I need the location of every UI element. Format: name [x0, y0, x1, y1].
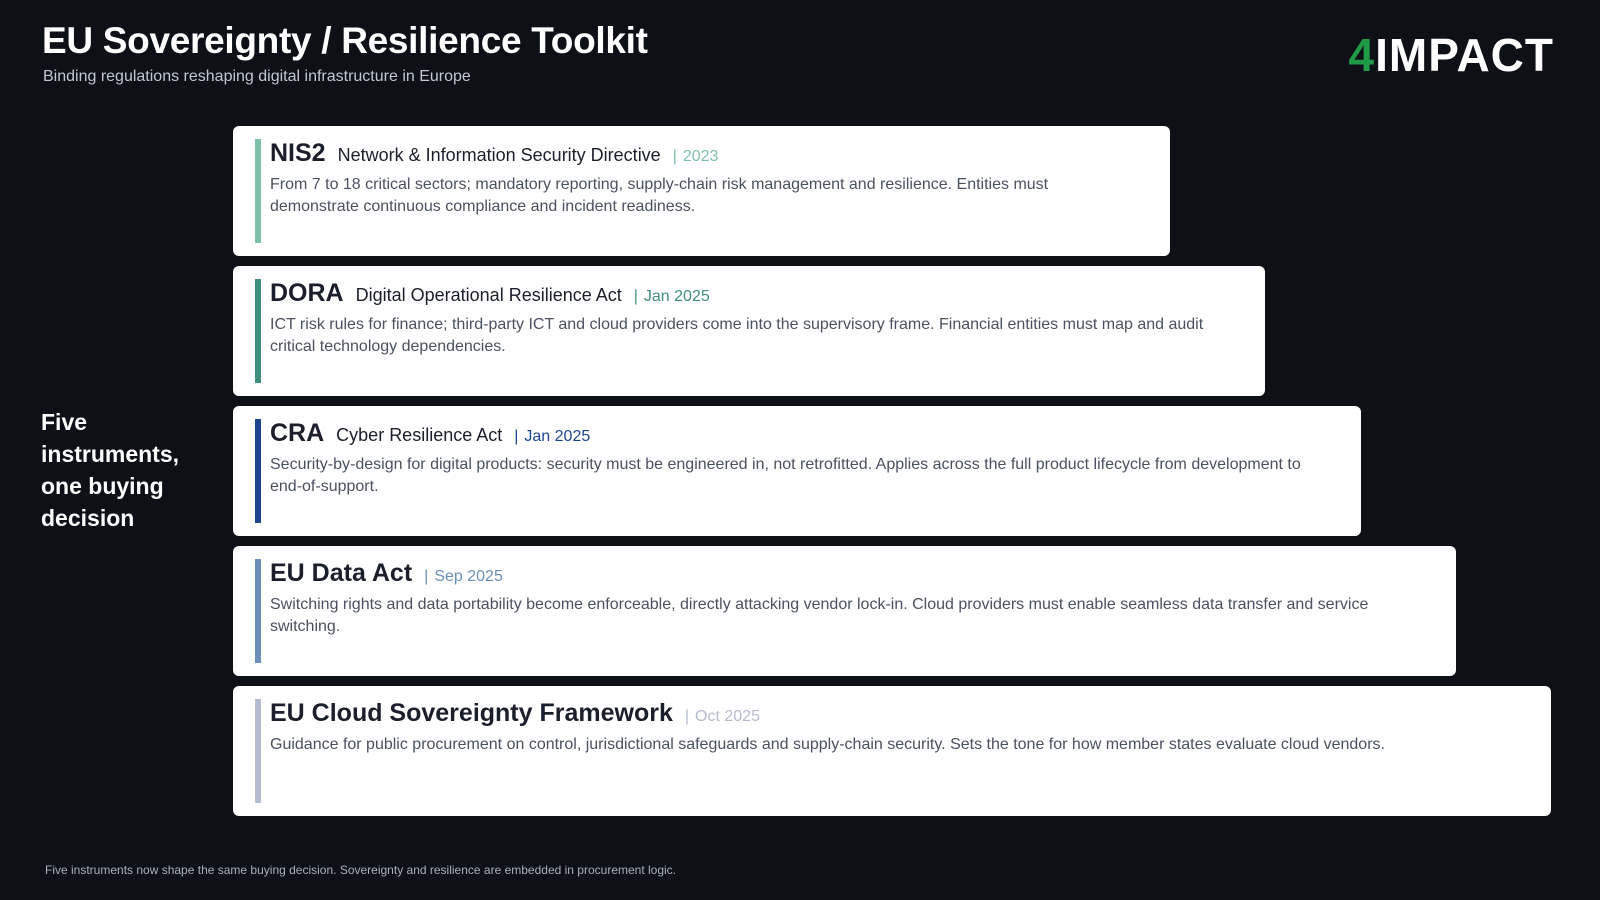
date-separator: | — [684, 708, 690, 725]
card-dora — [233, 266, 1265, 396]
date-separator: | — [672, 148, 677, 165]
card-full-name: Cyber Resilience Act — [336, 425, 503, 445]
card-full-name: Digital Operational Resilience Act — [355, 285, 622, 305]
card-head — [270, 279, 1245, 308]
card-description: From 7 to 18 critical sectors; mandatory reporting, supply-chain risk management and resilience. Entities must demonstrate continuous compliance and incident readiness. — [270, 176, 1049, 215]
date-separator: | — [514, 428, 519, 445]
card-accent-bar — [255, 699, 261, 803]
card-abbr: CRA — [270, 419, 325, 447]
card-date-value: Oct 2025 — [695, 708, 760, 725]
page-subtitle: Binding regulations reshaping digital infrastructure in Europe — [43, 68, 471, 85]
page-title: EU Sovereignty / Resilience Toolkit — [42, 20, 648, 61]
card-abbr: NIS2 — [270, 139, 326, 167]
side-label: Five instruments, one buying decision — [41, 409, 180, 531]
card-cra — [233, 406, 1361, 536]
card-abbr: DORA — [270, 279, 344, 307]
card-accent-bar — [255, 279, 261, 383]
card-description: Security-by-design for digital products: security must be engineered in, not retrofitted. Applies across the full product lifecycle from development to end-of-support. — [270, 456, 1301, 495]
footer-note: Five instruments now shape the same buying decision. Sovereignty and resilience are embedded in procurement logic. — [45, 863, 677, 877]
card-date — [424, 568, 503, 586]
card-accent-bar — [255, 419, 261, 523]
card-full-name: Network & Information Security Directive — [337, 145, 661, 165]
card-head — [270, 139, 1150, 168]
card-head — [270, 419, 1341, 448]
card-date — [634, 288, 710, 306]
card-head — [270, 559, 1436, 588]
card-date — [673, 148, 719, 166]
card-date — [514, 428, 590, 446]
card-description: Switching rights and data portability become enforceable, directly attacking vendor lock-in. Cloud providers must enable seamless data transfer and service switching. — [270, 596, 1369, 635]
card-date-value: Jan 2025 — [643, 288, 710, 305]
logo-word: IMPACT — [1375, 29, 1554, 81]
date-separator: | — [424, 568, 429, 585]
card-description: Guidance for public procurement on control, jurisdictional safeguards and supply-chain security. Sets the tone for how member states evaluate cloud vendors. — [270, 736, 1385, 753]
card-date-value: 2023 — [682, 148, 719, 165]
card-accent-bar — [255, 559, 261, 663]
card-abbr: EU Cloud Sovereignty Framework — [270, 699, 673, 727]
date-separator: | — [633, 288, 638, 305]
logo — [1348, 29, 1555, 81]
card-date-value: Jan 2025 — [524, 428, 591, 445]
card-date-value: Sep 2025 — [434, 568, 503, 585]
card-accent-bar — [255, 139, 261, 243]
card-nis2 — [233, 126, 1170, 256]
card-head — [270, 699, 1531, 728]
card-eu-cloud-sovereignty-framework — [233, 686, 1551, 816]
card-eu-data-act — [233, 546, 1456, 676]
card-abbr: EU Data Act — [270, 559, 413, 587]
card-date — [685, 708, 760, 726]
card-description: ICT risk rules for finance; third-party ICT and cloud providers come into the supervisory frame. Financial entities must map and audit critical technology dependencies. — [270, 316, 1204, 355]
logo-digit: 4 — [1348, 29, 1376, 81]
